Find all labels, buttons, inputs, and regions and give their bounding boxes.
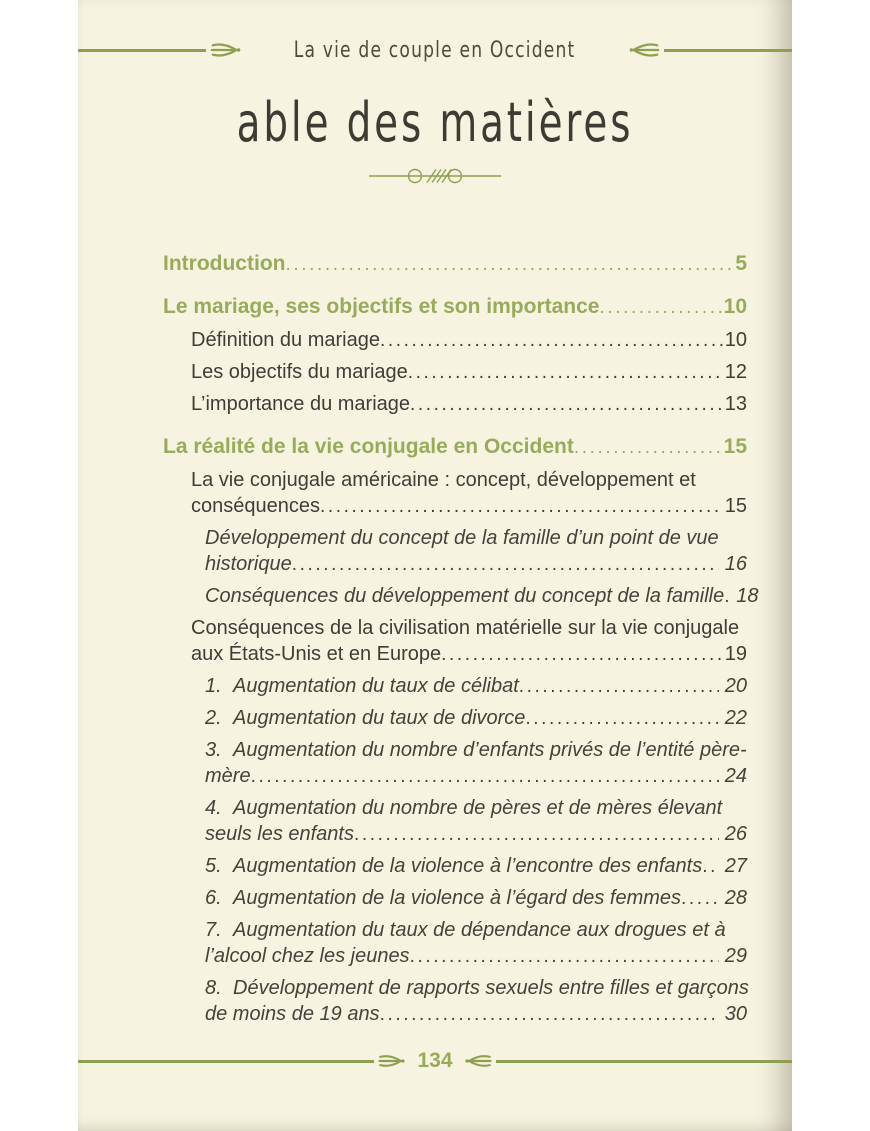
toc-entry-page-number: 27 (724, 855, 747, 877)
dot-leader (441, 641, 723, 668)
toc-entry-label: Le mariage, ses objectifs et son importance (163, 295, 600, 318)
dot-leader (410, 391, 723, 418)
toc-entry-line (205, 853, 747, 880)
toc-entry-line (191, 493, 747, 520)
toc-entry-label: Conséquences du développement du concept de la famille (205, 585, 725, 607)
toc-entry (163, 885, 747, 912)
toc-entry-number: 7. (205, 919, 222, 941)
toc-entry-label: La vie conjugale américaine : concept, développement et (191, 469, 696, 491)
toc-entry-page-number: 24 (724, 765, 747, 787)
toc-entry-label: Augmentation du nombre de pères et de mères élevant (233, 797, 723, 819)
toc-entry (163, 917, 747, 970)
toc-entry (163, 583, 759, 610)
toc-entry-page-number: 12 (724, 361, 747, 383)
toc-entry-page-number: 29 (724, 945, 747, 967)
dot-leader (599, 294, 721, 321)
dot-leader (380, 1001, 719, 1028)
toc-entry-page-number: 15 (724, 495, 747, 517)
toc-entry-label: Augmentation de la violence à l’encontre des enfants (233, 855, 703, 877)
toc-entry (163, 391, 747, 418)
toc-entry-page-number: 22 (724, 707, 747, 729)
toc-entry (163, 853, 747, 880)
fleur-arrow-left-icon (377, 1053, 405, 1069)
toc-entry-label: Développement de rapports sexuels entre filles et garçons (233, 977, 749, 999)
toc-entry-label: Augmentation de la violence à l’égard des femmes (233, 887, 682, 909)
toc-entry-label: Définition du mariage (191, 329, 380, 351)
fleur-arrow-left-icon (209, 41, 241, 59)
toc-entry-label: Les objectifs du mariage (191, 361, 408, 383)
toc-entry-page-number: 19 (724, 643, 747, 665)
toc-entry-number: 6. (205, 887, 222, 909)
toc-entry-line (205, 943, 747, 970)
toc-entry (163, 251, 747, 278)
running-head-title: La vie de couple en Occident (294, 37, 576, 63)
page-footer (78, 1047, 792, 1075)
dot-leader (410, 943, 719, 970)
page-title: able des matières (236, 91, 634, 154)
toc-entry-line (191, 641, 747, 668)
fleur-arrow-right-icon (465, 1053, 493, 1069)
toc-entry-page-number: 20 (724, 675, 747, 697)
toc-entry-page-number: 5 (735, 252, 747, 275)
toc-entry-page-number: 28 (724, 887, 747, 909)
toc-entry (163, 673, 747, 700)
toc-entry-page-number: 16 (724, 553, 747, 575)
toc-entry-line (205, 525, 747, 551)
footer-rule-left (78, 1060, 374, 1063)
toc-entry (163, 795, 747, 848)
toc-entry-line (205, 917, 747, 943)
footer-rule-right (496, 1060, 792, 1063)
dot-leader (408, 359, 723, 386)
toc-entry-number: 8. (205, 977, 222, 999)
dot-leader (292, 551, 719, 578)
dot-leader (702, 853, 719, 880)
toc-entry (163, 467, 747, 520)
toc-entry-page-number: 30 (724, 1003, 747, 1025)
dot-leader (681, 885, 719, 912)
toc-entry-label: mère (205, 765, 251, 787)
toc-entry-line (205, 885, 747, 912)
toc-entry-page-number: 10 (724, 329, 747, 351)
book-page (78, 0, 792, 1131)
toc-entry (163, 434, 747, 461)
toc-entry-number: 3. (205, 739, 222, 761)
toc-entry-line (205, 551, 747, 578)
dot-leader (380, 327, 723, 354)
dot-leader (525, 705, 718, 732)
toc-entry-label: conséquences (191, 495, 320, 517)
toc-entry-line (205, 583, 759, 610)
toc-entry-label: Conséquences de la civilisation matérielle sur la vie conjugale (191, 617, 740, 639)
toc (163, 251, 759, 1028)
toc-entry-page-number: 13 (724, 393, 747, 415)
toc-entry-line (191, 327, 747, 354)
toc-entry-number: 1. (205, 675, 222, 697)
toc-entry-label: aux États-Unis et en Europe (191, 643, 442, 665)
toc-entry-line (205, 795, 747, 821)
dot-leader (724, 583, 730, 610)
header-rule-left (78, 49, 206, 52)
toc-entry-label: Augmentation du taux de dépendance aux drogues et à (233, 919, 726, 941)
running-head (78, 37, 792, 63)
toc-entry-line (205, 821, 747, 848)
toc-entry-line (191, 467, 747, 493)
toc-entry-label: La réalité de la vie conjugale en Occident (163, 435, 574, 458)
toc-entry-line (191, 615, 747, 641)
dot-leader (320, 493, 723, 520)
toc-entry-number: 5. (205, 855, 222, 877)
toc-entry-label: Augmentation du taux de divorce (233, 707, 526, 729)
toc-entry-label: L’importance du mariage (191, 393, 411, 415)
toc-entry-label: Introduction (163, 252, 286, 275)
toc-entry-label: de moins de 19 ans (205, 1003, 380, 1025)
toc-entry-line (191, 359, 747, 386)
toc-entry-label: Développement du concept de la famille d’un point de vue (205, 527, 719, 549)
dot-leader (574, 434, 722, 461)
toc-entry (163, 359, 747, 386)
toc-entry-label: historique (205, 553, 292, 575)
folio-page-number: 134 (417, 1049, 453, 1072)
toc-entry-line (163, 251, 747, 278)
toc-entry (163, 705, 747, 732)
toc-entry-line (163, 294, 747, 321)
toc-entry-label: Augmentation du taux de célibat (233, 675, 519, 697)
toc-entry-page-number: 18 (736, 585, 759, 607)
fleur-arrow-right-icon (629, 41, 661, 59)
toc-entry-label: seuls les enfants (205, 823, 354, 845)
dot-leader (519, 673, 719, 700)
toc-entry-number: 4. (205, 797, 222, 819)
toc-entry (163, 975, 747, 1028)
toc-entry (163, 525, 747, 578)
header-rule-right (664, 49, 792, 52)
toc-entry-page-number: 10 (723, 295, 747, 318)
toc-entry-line (205, 673, 747, 700)
toc-entry-number: 2. (205, 707, 222, 729)
dot-leader (354, 821, 719, 848)
toc-entry-line (163, 434, 747, 461)
toc-entry-label: Augmentation du nombre d’enfants privés de l’entité père- (233, 739, 747, 761)
toc-entry-line (205, 737, 747, 763)
toc-entry (163, 737, 747, 790)
toc-entry-label: l’alcool chez les jeunes (205, 945, 410, 967)
toc-entry-line (191, 391, 747, 418)
dot-leader (251, 763, 719, 790)
toc-entry (163, 327, 747, 354)
calligraphic-knot-icon (369, 165, 501, 187)
toc-entry-line (205, 975, 747, 1001)
toc-entry (163, 615, 747, 668)
toc-entry-page-number: 15 (723, 435, 747, 458)
toc-entry-line (205, 705, 747, 732)
toc-entry (163, 294, 747, 321)
toc-entry-page-number: 26 (724, 823, 747, 845)
dot-leader (285, 251, 733, 278)
toc-entry-line (205, 1001, 747, 1028)
toc-entry-line (205, 763, 747, 790)
